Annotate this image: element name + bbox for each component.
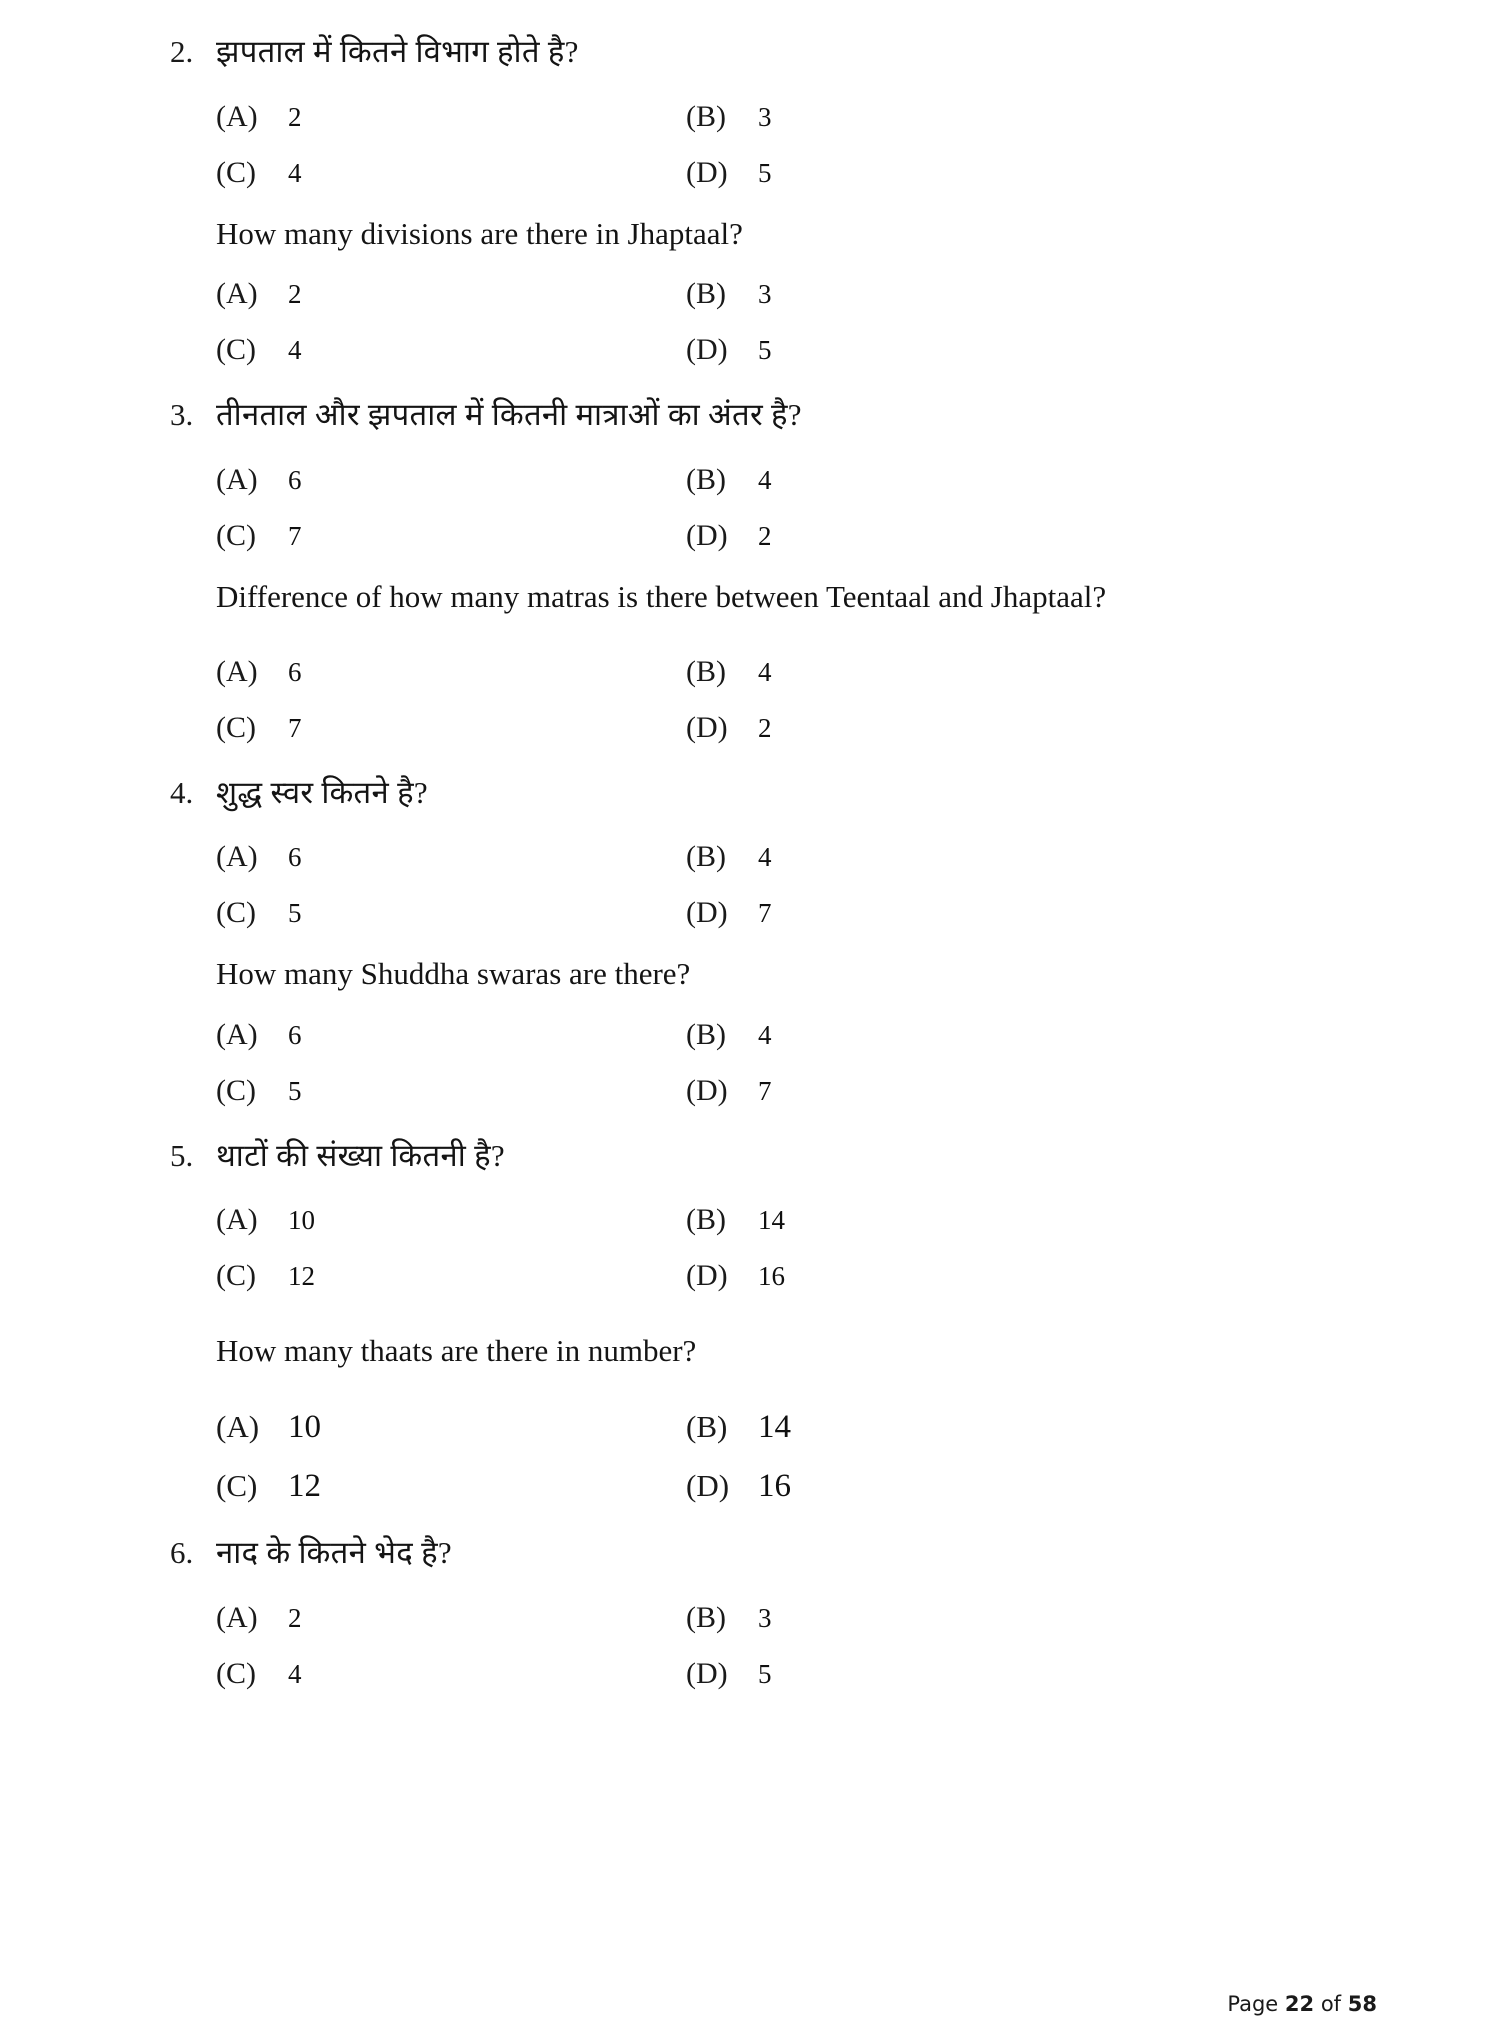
option-label: (A) bbox=[216, 277, 258, 311]
option-b[interactable] bbox=[686, 1601, 1156, 1635]
option-row bbox=[216, 655, 1340, 689]
option-label: (A) bbox=[216, 654, 258, 688]
option-a[interactable] bbox=[216, 277, 686, 311]
option-label: (B) bbox=[686, 840, 726, 874]
options-english bbox=[216, 655, 1340, 745]
options-english bbox=[216, 277, 1340, 367]
option-label: (B) bbox=[686, 1203, 726, 1237]
option-value: 4 bbox=[758, 1019, 772, 1050]
option-label: (B) bbox=[686, 1409, 728, 1445]
question-block bbox=[170, 34, 1340, 367]
option-label: (C) bbox=[216, 1656, 256, 1690]
option-label: (D) bbox=[686, 518, 728, 552]
question-heading bbox=[170, 397, 1340, 433]
option-row bbox=[216, 333, 1340, 367]
option-value: 4 bbox=[758, 656, 772, 687]
option-c[interactable] bbox=[216, 156, 686, 190]
option-c[interactable] bbox=[216, 1074, 686, 1108]
option-label: (C) bbox=[216, 1468, 258, 1504]
question-heading bbox=[170, 775, 1340, 811]
option-b[interactable] bbox=[686, 1018, 1156, 1052]
option-value: 7 bbox=[758, 1075, 772, 1106]
option-a[interactable] bbox=[216, 1203, 686, 1237]
option-a[interactable] bbox=[216, 1409, 686, 1446]
option-d[interactable] bbox=[686, 519, 1156, 553]
option-value: 7 bbox=[288, 712, 302, 743]
option-label: (C) bbox=[216, 333, 256, 367]
option-c[interactable] bbox=[216, 1468, 686, 1505]
question-text-hindi: थाटों की संख्या कितनी है? bbox=[216, 1137, 505, 1173]
option-value: 3 bbox=[758, 101, 772, 132]
question-heading bbox=[170, 34, 1340, 70]
option-row bbox=[216, 519, 1340, 553]
options-hindi bbox=[216, 463, 1340, 553]
option-d[interactable] bbox=[686, 333, 1156, 367]
option-value: 2 bbox=[288, 1602, 302, 1633]
question-number: 5. bbox=[170, 1137, 194, 1173]
footer-page-label: Page bbox=[1227, 1992, 1279, 2016]
option-d[interactable] bbox=[686, 896, 1156, 930]
option-label: (A) bbox=[216, 462, 258, 496]
option-row bbox=[216, 1409, 1340, 1446]
option-label: (D) bbox=[686, 1259, 728, 1293]
option-row bbox=[216, 277, 1340, 311]
option-row bbox=[216, 1259, 1340, 1293]
question-text-hindi: झपताल में कितने विभाग होते है? bbox=[216, 34, 579, 69]
option-label: (B) bbox=[686, 654, 726, 688]
option-label: (B) bbox=[686, 462, 726, 496]
option-label: (C) bbox=[216, 518, 256, 552]
question-block bbox=[170, 1535, 1340, 1691]
option-value: 5 bbox=[288, 1075, 302, 1106]
option-value: 12 bbox=[288, 1468, 321, 1505]
option-c[interactable] bbox=[216, 1259, 686, 1293]
option-value: 5 bbox=[758, 157, 772, 188]
options-english bbox=[216, 1409, 1340, 1505]
option-label: (A) bbox=[216, 1409, 260, 1445]
option-b[interactable] bbox=[686, 463, 1156, 497]
option-label: (D) bbox=[686, 155, 728, 189]
question-block bbox=[170, 1138, 1340, 1505]
question-list bbox=[170, 34, 1340, 1691]
option-label: (D) bbox=[686, 1656, 728, 1690]
option-a[interactable] bbox=[216, 100, 686, 134]
question-heading bbox=[170, 1138, 1340, 1174]
option-row bbox=[216, 896, 1340, 930]
option-label: (B) bbox=[686, 277, 726, 311]
option-c[interactable] bbox=[216, 333, 686, 367]
option-label: (A) bbox=[216, 840, 258, 874]
option-label: (C) bbox=[216, 710, 256, 744]
option-value: 7 bbox=[758, 898, 772, 929]
option-label: (A) bbox=[216, 1203, 258, 1237]
option-d[interactable] bbox=[686, 1259, 1156, 1293]
option-row bbox=[216, 1018, 1340, 1052]
options-hindi bbox=[216, 1203, 1340, 1293]
option-value: 16 bbox=[758, 1468, 791, 1505]
option-value: 10 bbox=[288, 1205, 315, 1236]
options-hindi bbox=[216, 840, 1340, 930]
option-value: 6 bbox=[288, 1019, 302, 1050]
option-label: (C) bbox=[216, 896, 256, 930]
option-label: (D) bbox=[686, 1468, 730, 1504]
option-label: (D) bbox=[686, 710, 728, 744]
option-label: (B) bbox=[686, 1600, 726, 1634]
option-value: 16 bbox=[758, 1261, 785, 1292]
option-a[interactable] bbox=[216, 1018, 686, 1052]
option-d[interactable] bbox=[686, 1657, 1156, 1691]
option-b[interactable] bbox=[686, 1203, 1156, 1237]
question-block bbox=[170, 775, 1340, 1108]
option-b[interactable] bbox=[686, 100, 1156, 134]
option-row bbox=[216, 1468, 1340, 1505]
question-text-hindi: नाद के कितने भेद है? bbox=[216, 1535, 452, 1571]
option-label: (A) bbox=[216, 1017, 258, 1051]
option-value: 4 bbox=[288, 335, 302, 366]
option-c[interactable] bbox=[216, 896, 686, 930]
option-value: 12 bbox=[288, 1261, 315, 1292]
option-value: 5 bbox=[288, 898, 302, 929]
option-label: (C) bbox=[216, 155, 256, 189]
option-row bbox=[216, 100, 1340, 134]
option-label: (A) bbox=[216, 1600, 258, 1634]
option-label: (D) bbox=[686, 1073, 728, 1107]
option-c[interactable] bbox=[216, 1657, 686, 1691]
question-block bbox=[170, 397, 1340, 744]
question-text-english: How many Shuddha swaras are there? bbox=[216, 956, 691, 992]
option-value: 4 bbox=[288, 157, 302, 188]
question-number: 2. bbox=[170, 34, 194, 69]
options-english bbox=[216, 1018, 1340, 1108]
option-value: 4 bbox=[288, 1658, 302, 1689]
footer-page-number: 22 bbox=[1284, 1992, 1315, 2016]
option-value: 4 bbox=[758, 464, 772, 495]
option-c[interactable] bbox=[216, 519, 686, 553]
option-d[interactable] bbox=[686, 156, 1156, 190]
option-label: (A) bbox=[216, 99, 258, 133]
option-row bbox=[216, 463, 1340, 497]
option-value: 2 bbox=[288, 279, 302, 310]
option-value: 3 bbox=[758, 1602, 772, 1633]
option-value: 6 bbox=[288, 842, 302, 873]
option-row bbox=[216, 1601, 1340, 1635]
option-a[interactable] bbox=[216, 840, 686, 874]
question-number: 6. bbox=[170, 1535, 194, 1571]
option-b[interactable] bbox=[686, 277, 1156, 311]
option-b[interactable] bbox=[686, 655, 1156, 689]
option-row bbox=[216, 1203, 1340, 1237]
option-value: 3 bbox=[758, 279, 772, 310]
option-b[interactable] bbox=[686, 1409, 1156, 1446]
option-label: (C) bbox=[216, 1259, 256, 1293]
option-d[interactable] bbox=[686, 1074, 1156, 1108]
option-value: 2 bbox=[758, 712, 772, 743]
option-c[interactable] bbox=[216, 711, 686, 745]
option-value: 6 bbox=[288, 464, 302, 495]
option-d[interactable] bbox=[686, 1468, 1156, 1505]
option-row bbox=[216, 840, 1340, 874]
page-footer bbox=[1227, 1992, 1377, 2016]
option-row bbox=[216, 1657, 1340, 1691]
question-text-english: How many thaats are there in number? bbox=[216, 1333, 697, 1369]
option-label: (D) bbox=[686, 896, 728, 930]
option-label: (B) bbox=[686, 1017, 726, 1051]
option-label: (C) bbox=[216, 1073, 256, 1107]
footer-of-label: of bbox=[1320, 1992, 1342, 2016]
option-value: 6 bbox=[288, 656, 302, 687]
options-hindi bbox=[216, 1601, 1340, 1691]
option-value: 2 bbox=[758, 520, 772, 551]
option-value: 14 bbox=[758, 1205, 785, 1236]
option-b[interactable] bbox=[686, 840, 1156, 874]
option-value: 5 bbox=[758, 335, 772, 366]
option-value: 5 bbox=[758, 1658, 772, 1689]
option-value: 2 bbox=[288, 101, 302, 132]
question-number: 4. bbox=[170, 774, 194, 810]
option-label: (D) bbox=[686, 333, 728, 367]
question-heading bbox=[170, 1535, 1340, 1571]
option-d[interactable] bbox=[686, 711, 1156, 745]
option-a[interactable] bbox=[216, 463, 686, 497]
question-text-hindi: तीनताल और झपताल में कितनी मात्राओं का अंतर है? bbox=[216, 397, 802, 433]
option-row bbox=[216, 711, 1340, 745]
question-text-english: Difference of how many matras is there between Teentaal and Jhaptaal? bbox=[216, 578, 1107, 614]
option-a[interactable] bbox=[216, 1601, 686, 1635]
option-row bbox=[216, 156, 1340, 190]
question-number: 3. bbox=[170, 397, 194, 433]
footer-total-pages: 58 bbox=[1347, 1992, 1377, 2016]
option-a[interactable] bbox=[216, 655, 686, 689]
option-label: (B) bbox=[686, 99, 726, 133]
question-text-english: How many divisions are there in Jhaptaal? bbox=[216, 215, 743, 251]
option-value: 7 bbox=[288, 520, 302, 551]
options-hindi bbox=[216, 100, 1340, 190]
option-value: 4 bbox=[758, 842, 772, 873]
option-value: 10 bbox=[288, 1409, 321, 1446]
option-row bbox=[216, 1074, 1340, 1108]
question-text-hindi: शुद्ध स्वर कितने है? bbox=[216, 774, 428, 810]
option-value: 14 bbox=[758, 1409, 791, 1446]
